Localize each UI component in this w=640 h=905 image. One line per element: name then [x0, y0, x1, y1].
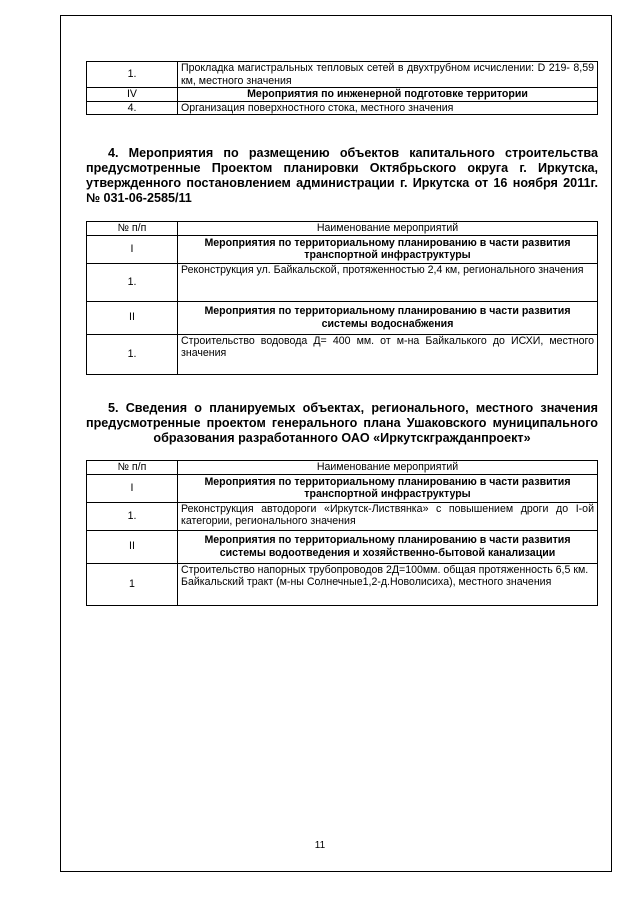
- table-section4: [86, 221, 598, 375]
- section5-heading: 5. Сведения о планируемых объектах, регионального, местного значения предусмотренные проектом генерального плана Ушаковского муниципального образования разработанного ОАО «Иркутскгражданпроект»: [86, 401, 598, 445]
- row-number: II: [87, 530, 178, 563]
- row-number: I: [87, 474, 178, 502]
- row-text: Прокладка магистральных тепловых сетей в двухтрубном исчислении: D 219- 8,59 км, местного значения: [178, 62, 598, 88]
- column-header-name: Наименование мероприятий: [178, 461, 598, 475]
- table-section5: [86, 460, 598, 606]
- table-row: [87, 334, 598, 374]
- table-row: [87, 263, 598, 301]
- row-number: 1.: [87, 62, 178, 88]
- row-number: 1: [87, 563, 178, 605]
- row-number: II: [87, 301, 178, 334]
- row-header-text: Мероприятия по территориальному планированию в части развития транспортной инфраструктуры: [178, 235, 598, 263]
- table-row: [87, 101, 598, 115]
- row-text: Реконструкция автодороги «Иркутск-Листвянка» с повышением дроги до I-ой категории, регионального значения: [178, 502, 598, 530]
- row-header-text: Мероприятия по инженерной подготовке территории: [178, 88, 598, 102]
- table-row: [87, 301, 598, 334]
- row-text: Реконструкция ул. Байкальской, протяженностью 2,4 км, регионального значения: [178, 263, 598, 301]
- row-number: 4.: [87, 101, 178, 115]
- row-number: 1.: [87, 334, 178, 374]
- table-row: [87, 502, 598, 530]
- table-header-row: [87, 461, 598, 475]
- table-row: [87, 62, 598, 88]
- column-header-name: Наименование мероприятий: [178, 222, 598, 236]
- table-header-row: [87, 222, 598, 236]
- table-row: [87, 530, 598, 563]
- table-continuation: [86, 61, 598, 115]
- column-header-number: № п/п: [87, 461, 178, 475]
- row-number: 1.: [87, 263, 178, 301]
- section4-heading: 4. Мероприятия по размещению объектов капитального строительства предусмотренные Проектом планировки Октябрьского округа г. Иркутска, утвержденного постановлением администрации г. Иркутска от 16 ноября 2011г. № 031-06-2585/11: [86, 146, 598, 205]
- table-row: [87, 563, 598, 605]
- row-text: Организация поверхностного стока, местного значения: [178, 101, 598, 115]
- row-number: I: [87, 235, 178, 263]
- table-row: [87, 88, 598, 102]
- row-number: IV: [87, 88, 178, 102]
- row-number: 1.: [87, 502, 178, 530]
- row-text: Строительство напорных трубопроводов 2Д=100мм. общая протяженность 6,5 км. Байкальский тракт (м-ны Солнечные1,2-д.Новолисиха), местного значения: [178, 563, 598, 605]
- row-header-text: Мероприятия по территориальному планированию в части развития системы водоснабжения: [178, 301, 598, 334]
- table-row: [87, 474, 598, 502]
- table-row: [87, 235, 598, 263]
- row-header-text: Мероприятия по территориальному планированию в части развития системы водоотведения и хозяйственно-бытовой канализации: [178, 530, 598, 563]
- row-header-text: Мероприятия по территориальному планированию в части развития транспортной инфраструктуры: [178, 474, 598, 502]
- column-header-number: № п/п: [87, 222, 178, 236]
- row-text: Строительство водовода Д= 400 мм. от м-на Байкалького до ИСХИ, местного значения: [178, 334, 598, 374]
- page-number: 11: [314, 840, 326, 851]
